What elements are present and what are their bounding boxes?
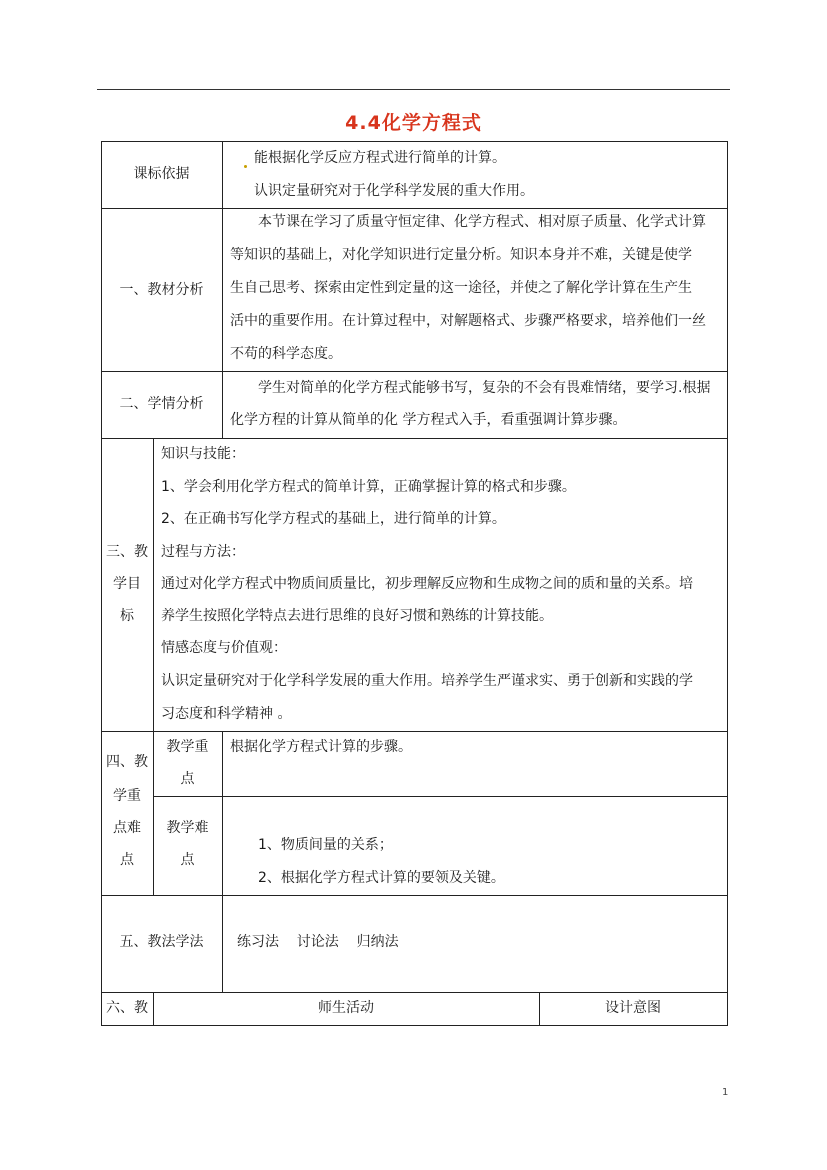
goals-line: 习态度和科学精神 。: [161, 706, 292, 722]
page-number: 1: [722, 1087, 729, 1098]
column-header-activity: 师生活动: [318, 1000, 374, 1016]
students-line: 化学方程的计算从简单的化 学方程式入手，看重强调计算步骤。: [230, 412, 627, 428]
row-divider: [101, 438, 728, 439]
material-line: 不苟的科学态度。: [230, 346, 342, 362]
row-divider: [153, 796, 728, 797]
row-label-goals: 三、教: [106, 544, 148, 560]
goals-line: 2、在正确书写化学方程式的基础上，进行简单的计算。: [161, 511, 506, 527]
goals-line: 通过对化学方程式中物质间质量比，初步理解反应物和生成物之间的质和量的关系。培: [161, 576, 693, 592]
difficulty-line: 2、根据化学方程式计算的要领及关键。: [258, 870, 505, 886]
row-label-key-points: 四、教: [106, 754, 148, 770]
row-label-key-points: 点难: [113, 820, 141, 836]
row-divider: [101, 992, 728, 993]
row-label-standard: 课标依据: [133, 166, 190, 182]
row-label-goals: 学目: [113, 576, 141, 592]
row-label-key-points: 点: [120, 852, 134, 868]
col-divider: [222, 731, 223, 992]
material-line: 生自己思考、探索由定性到定量的这一途径，并使之了解化学计算在生产生: [230, 280, 692, 296]
focus-label: 教学重: [166, 739, 209, 755]
row-label-students: 二、学情分析: [119, 396, 204, 412]
table-border-right: [727, 141, 728, 1025]
row-divider: [101, 731, 728, 732]
document-title: 4.4化学方程式: [345, 112, 482, 134]
focus-text: 根据化学方程式计算的步骤。: [230, 739, 412, 755]
row-divider: [101, 208, 728, 209]
row-label-material: 一、教材分析: [119, 282, 204, 298]
row-divider: [101, 1025, 728, 1026]
row-divider: [101, 141, 728, 142]
row-label-process: 六、教: [106, 1000, 148, 1016]
bullet-dot-icon: [244, 165, 247, 168]
header-rule: [97, 89, 730, 90]
row-label-methods: 五、教法学法: [119, 934, 204, 950]
row-divider: [101, 371, 728, 372]
goals-heading: 过程与方法：: [161, 544, 245, 560]
standard-line: 认识定量研究对于化学科学发展的重大作用。: [254, 183, 534, 199]
goals-heading: 知识与技能：: [161, 446, 245, 462]
difficulty-line: 1、物质间量的关系；: [258, 837, 393, 853]
standard-line: 能根据化学反应方程式进行简单的计算。: [254, 150, 506, 166]
difficulty-label: 点: [180, 852, 195, 868]
column-header-intent: 设计意图: [605, 1000, 661, 1016]
goals-line: 认识定量研究对于化学科学发展的重大作用。培养学生严谨求实、勇于创新和实践的学: [161, 673, 693, 689]
row-label-key-points: 学重: [113, 788, 141, 804]
row-label-goals: 标: [120, 608, 134, 624]
col-divider: [222, 141, 223, 438]
goals-heading: 情感态度与价值观：: [161, 640, 287, 656]
material-line: 活中的重要作用。在计算过程中，对解题格式、步骤严格要求，培养他们一丝: [230, 313, 706, 329]
goals-line: 1、学会利用化学方程式的简单计算，正确掌握计算的格式和步骤。: [161, 479, 576, 495]
students-line: 学生对简单的化学方程式能够书写，复杂的不会有畏难情绪，要学习.根据: [258, 380, 711, 396]
material-line: 等知识的基础上，对化学知识进行定量分析。知识本身并不难，关键是使学: [230, 247, 692, 263]
methods-text: 练习法 讨论法 归纳法: [237, 934, 399, 950]
goals-line: 养学生按照化学特点去进行思维的良好习惯和熟练的计算技能。: [161, 608, 553, 624]
row-divider: [101, 895, 728, 896]
material-line: 本节课在学习了质量守恒定律、化学方程式、相对原子质量、化学式计算: [258, 214, 706, 230]
difficulty-label: 教学难: [166, 820, 209, 836]
focus-label: 点: [180, 771, 195, 787]
